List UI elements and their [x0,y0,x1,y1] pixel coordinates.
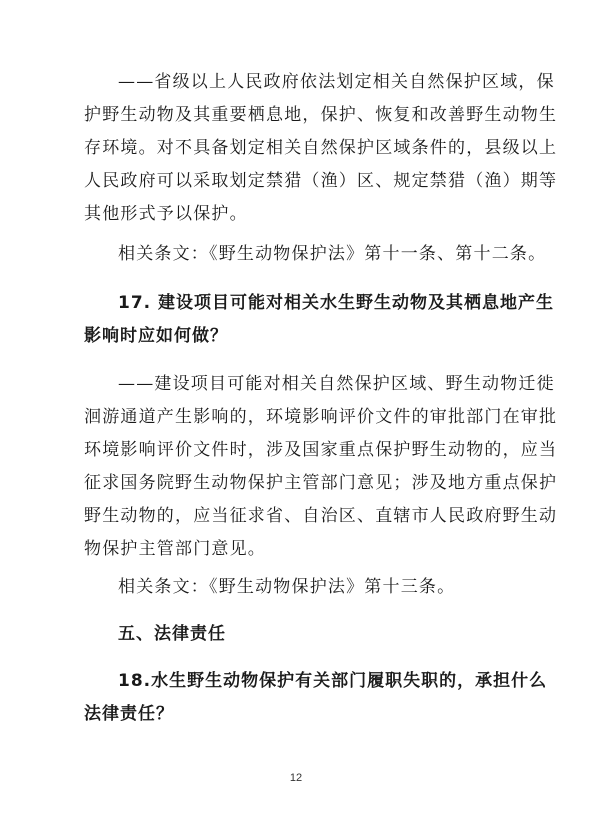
question-heading: 17. 建设项目可能对相关水生野生动物及其栖息地产生 [118,293,555,313]
body-text-line: 护野生动物及其重要栖息地，保护、恢复和改善野生动物生 [84,105,558,125]
question-heading: 影响时应如何做？ [84,326,228,346]
question-heading: 18.水生野生动物保护有关部门履职失职的，承担什么 [118,671,548,691]
question-heading: 法律责任？ [84,704,174,724]
page-number: 12 [289,772,303,784]
body-text-line: 物保护主管部门意见。 [84,539,266,559]
body-text-line: 环境影响评价文件时，涉及国家重点保护野生动物的，应当 [84,440,558,460]
related-article-line: 相关条文：《野生动物保护法》第十一条、第十二条。 [118,244,547,264]
body-text-line: ——建设项目可能对相关自然保护区域、野生动物迁徙 [118,374,555,394]
body-text-line: 人民政府可以采取划定禁猎（渔）区、规定禁猎（渔）期等 [84,171,558,191]
body-text-line: ——省级以上人民政府依法划定相关自然保护区域，保 [118,72,555,92]
body-text-line: 存环境。对不具备划定相关自然保护区域条件的，县级以上 [84,138,558,158]
related-article-line: 相关条文：《野生动物保护法》第十三条。 [118,577,456,597]
body-text-line: 征求国务院野生动物保护主管部门意见；涉及地方重点保护 [84,473,558,493]
body-text-line: 洄游通道产生影响的，环境影响评价文件的审批部门在审批 [84,407,558,427]
section-heading: 五、法律责任 [118,624,226,644]
body-text-line: 其他形式予以保护。 [84,204,248,224]
body-text-line: 野生动物的，应当征求省、自治区、直辖市人民政府野生动 [84,506,558,526]
